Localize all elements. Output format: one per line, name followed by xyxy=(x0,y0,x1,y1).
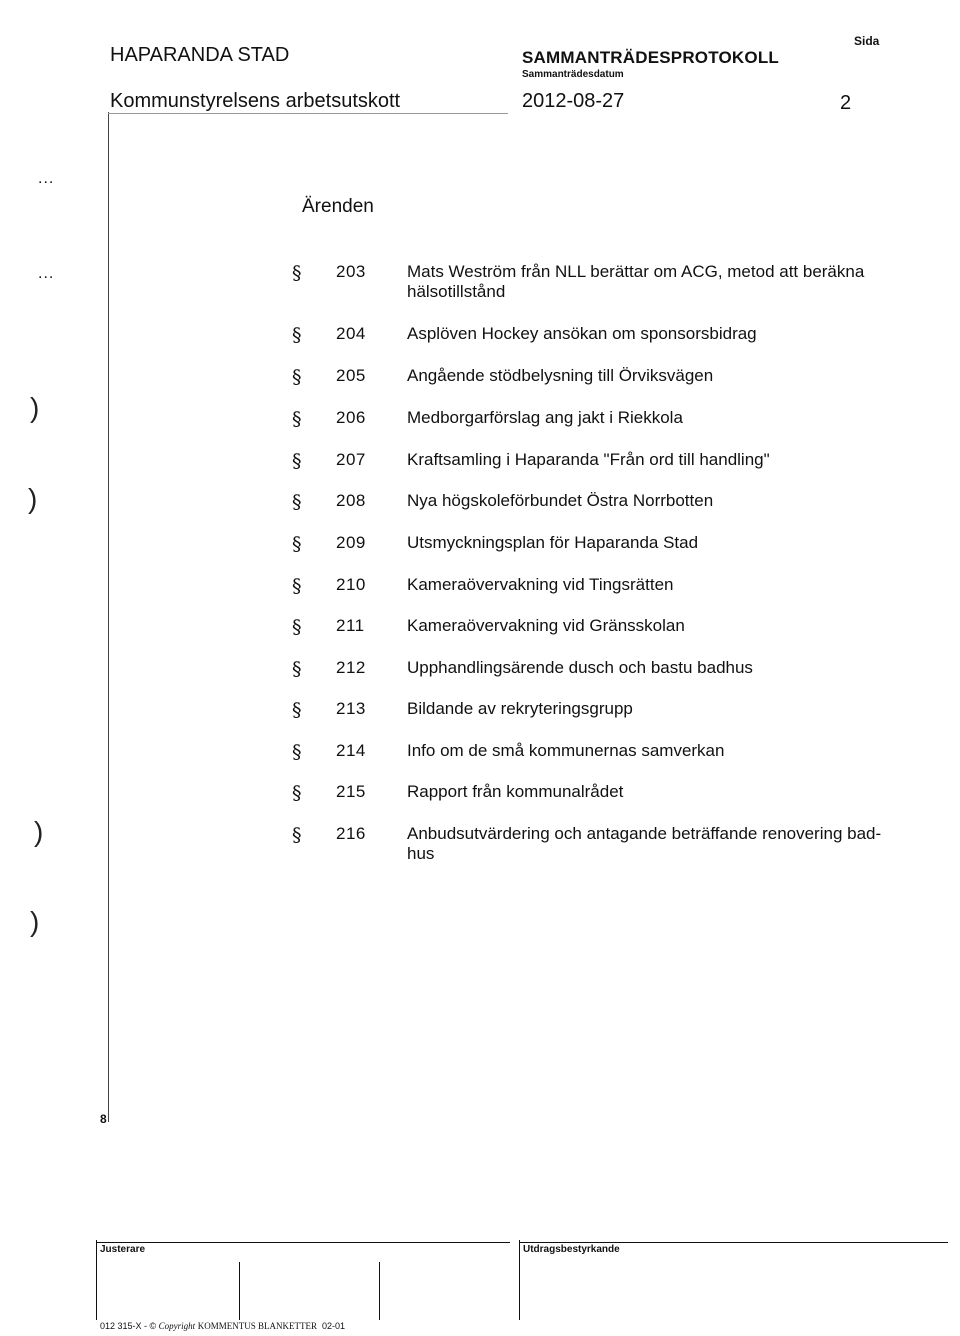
item-number: 215 xyxy=(336,782,366,801)
item-title: Anbudsutvärdering och antagande beträffande renovering bad-hus xyxy=(407,824,882,863)
meeting-date-label: Sammanträdesdatum xyxy=(522,69,624,80)
margin-number: 8 xyxy=(100,1112,107,1126)
section-symbol: § xyxy=(292,575,302,597)
committee-name: Kommunstyrelsens arbetsutskott xyxy=(110,90,401,112)
margin-paren: ) xyxy=(28,483,38,514)
section-symbol: § xyxy=(292,262,302,284)
item-title: Mats Weström från NLL berättar om ACG, metod att beräkna hälsotillstånd xyxy=(407,262,865,301)
form-imprint xyxy=(100,1321,345,1331)
section-symbol: § xyxy=(292,616,302,638)
section-symbol: § xyxy=(292,366,302,388)
meeting-date: 2012-08-27 xyxy=(522,90,625,112)
item-number: 214 xyxy=(336,741,366,760)
footer-divider xyxy=(519,1240,520,1320)
section-symbol: § xyxy=(292,824,302,846)
item-number: 206 xyxy=(336,408,366,427)
item-number: 212 xyxy=(336,658,366,677)
left-margin-rule xyxy=(108,112,109,1122)
signature-box-divider xyxy=(379,1262,380,1320)
header-underline xyxy=(108,113,508,114)
section-symbol: § xyxy=(292,658,302,680)
item-title: Asplöven Hockey ansökan om sponsorsbidrag xyxy=(407,324,757,343)
section-symbol: § xyxy=(292,324,302,346)
item-title: Utsmyckningsplan för Haparanda Stad xyxy=(407,533,699,552)
signature-box-divider xyxy=(239,1262,240,1320)
footer-rule-left xyxy=(96,1242,510,1243)
item-title: Kraftsamling i Haparanda "Från ord till handling" xyxy=(407,450,770,469)
item-title: Bildande av rekryteringsgrupp xyxy=(407,699,633,718)
document-type: SAMMANTRÄDESPROTOKOLL xyxy=(522,48,779,67)
margin-paren: ) xyxy=(34,816,44,847)
organization-name: HAPARANDA STAD xyxy=(110,44,290,66)
section-symbol: § xyxy=(292,741,302,763)
footer-rule-right xyxy=(520,1242,948,1243)
section-symbol: § xyxy=(292,699,302,721)
item-number: 216 xyxy=(336,824,366,843)
item-title: Upphandlingsärende dusch och bastu badhus xyxy=(407,658,753,677)
utdragsbestyrkande-label: Utdragsbestyrkande xyxy=(523,1244,620,1255)
item-number: 209 xyxy=(336,533,366,552)
item-number: 213 xyxy=(336,699,366,718)
item-title: Kameraövervakning vid Gränsskolan xyxy=(407,616,685,635)
item-number: 211 xyxy=(336,616,365,635)
page-number: 2 xyxy=(840,92,852,114)
imprint-publisher: KOMMENTUS BLANKETTER xyxy=(197,1321,317,1331)
item-number: 205 xyxy=(336,366,366,385)
imprint-version: 02-01 xyxy=(321,1321,345,1331)
section-symbol: § xyxy=(292,408,302,430)
justerare-label: Justerare xyxy=(100,1244,146,1255)
item-number: 204 xyxy=(336,324,366,343)
item-title: Rapport från kommunalrådet xyxy=(407,782,624,801)
item-number: 210 xyxy=(336,575,366,594)
margin-dots: ... xyxy=(38,170,55,187)
section-symbol: § xyxy=(292,491,302,513)
imprint-code: 012 315-X - © xyxy=(100,1321,159,1331)
item-number: 207 xyxy=(336,450,366,469)
item-title: Kameraövervakning vid Tingsrätten xyxy=(407,575,674,594)
item-title: Angående stödbelysning till Örviksvägen xyxy=(407,366,714,385)
item-title: Nya högskoleförbundet Östra Norrbotten xyxy=(407,491,714,510)
section-symbol: § xyxy=(292,533,302,555)
item-number: 203 xyxy=(336,262,366,281)
margin-paren: ) xyxy=(30,392,40,423)
margin-dots: ... xyxy=(38,265,55,282)
item-title: Medborgarförslag ang jakt i Riekkola xyxy=(407,408,683,427)
imprint-copyright: Copyright xyxy=(158,1321,196,1331)
page-label: Sida xyxy=(854,34,880,48)
section-symbol: § xyxy=(292,782,302,804)
margin-paren: ) xyxy=(30,906,40,937)
footer-divider xyxy=(96,1240,97,1320)
section-heading: Ärenden xyxy=(302,196,374,217)
item-title: Info om de små kommunernas samverkan xyxy=(407,741,725,760)
section-symbol: § xyxy=(292,450,302,472)
item-number: 208 xyxy=(336,491,366,510)
